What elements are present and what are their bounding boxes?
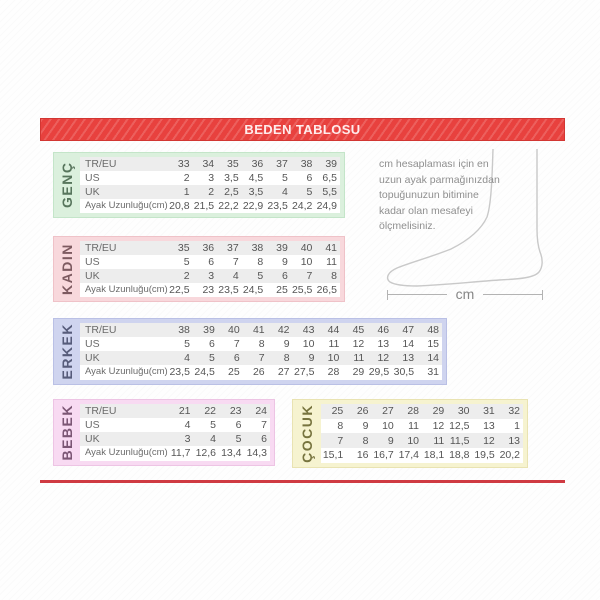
kadin-section-label: KADIN	[59, 243, 75, 295]
size-cell: 5	[184, 338, 190, 351]
size-cell: 2	[183, 172, 190, 184]
size-cell: 2,5	[224, 186, 239, 198]
size-cell: 6	[306, 172, 313, 184]
scale-line	[483, 294, 542, 295]
table-row	[80, 171, 340, 185]
size-cell: 37	[276, 158, 288, 170]
size-cell: 3	[208, 270, 215, 282]
row-header: TR/EU	[85, 242, 117, 254]
size-cell: 5	[235, 433, 242, 446]
size-cell: 12	[432, 420, 445, 433]
size-table-bebek	[53, 399, 275, 466]
instruction-line: topuğunuzun bitimine	[379, 189, 479, 201]
size-cell: 5,5	[322, 186, 337, 198]
size-cell: 22,9	[242, 200, 264, 212]
row-header: Ayak Uzunluğu(cm)	[85, 284, 168, 295]
table-row	[80, 241, 340, 255]
size-cell: 8	[257, 256, 264, 268]
size-table-genc	[53, 152, 345, 218]
size-cell: 36	[202, 242, 215, 254]
size-table-cocuk	[292, 399, 528, 468]
size-cell: 11	[408, 420, 419, 433]
table-row	[321, 404, 523, 419]
size-cell: 43	[302, 324, 315, 337]
size-cell: 38	[251, 242, 264, 254]
size-cell: 5	[210, 419, 216, 432]
size-cell: 6	[281, 270, 288, 282]
size-cell: 7	[337, 434, 344, 447]
size-cell: 7	[233, 338, 240, 351]
instruction-line: kadar olan mesafeyi	[379, 204, 473, 217]
table-row	[80, 185, 340, 199]
row-header: US	[85, 256, 100, 268]
size-cell: 38	[300, 158, 313, 170]
size-cell: 4	[210, 433, 216, 446]
size-cell: 8	[331, 270, 337, 282]
size-cell: 4	[281, 186, 288, 198]
size-cell: 14	[427, 352, 439, 365]
table-row	[80, 199, 340, 213]
instruction-line: cm hesaplaması için en	[379, 158, 489, 170]
size-cell: 2	[208, 186, 215, 198]
cocuk-size-grid	[321, 404, 523, 463]
measurement-instructions-panel	[375, 145, 545, 310]
size-cell: 11	[433, 434, 445, 447]
size-cell: 41	[325, 242, 337, 254]
size-cell: 13,4	[221, 447, 242, 460]
size-cell: 7	[258, 352, 265, 365]
size-cell: 48	[427, 324, 439, 337]
size-cell: 22	[204, 405, 216, 418]
size-cell: 22,2	[218, 200, 239, 212]
scale-line	[388, 294, 447, 295]
size-cell: 26	[252, 366, 265, 379]
table-row	[80, 337, 442, 351]
instruction-line: uzun ayak parmağınızdan	[379, 173, 500, 186]
size-cell: 1	[183, 186, 190, 198]
size-cell: 3,5	[248, 186, 264, 198]
size-cell: 25	[276, 284, 288, 296]
table-row	[80, 283, 340, 297]
size-cell: 6	[233, 352, 240, 365]
size-cell: 35	[177, 242, 190, 254]
size-cell: 24,9	[316, 200, 337, 212]
size-cell: 25	[331, 405, 344, 418]
size-cell: 17,4	[398, 449, 419, 462]
size-cell: 8	[362, 434, 369, 447]
size-cell: 6,5	[322, 172, 337, 184]
size-cell: 30,5	[393, 366, 415, 379]
size-cell: 34	[202, 158, 215, 170]
size-cell: 4	[232, 270, 239, 282]
size-cell: 42	[277, 324, 290, 337]
genc-section-label: GENÇ	[59, 161, 75, 209]
size-cell: 5	[281, 172, 288, 184]
size-cell: 9	[387, 434, 394, 447]
size-cell: 47	[402, 324, 415, 337]
size-cell: 6	[261, 433, 267, 446]
size-cell: 41	[252, 324, 265, 337]
size-cell: 1	[514, 420, 520, 433]
row-header: Ayak Uzunluğu(cm)	[85, 366, 168, 378]
table-row	[80, 432, 270, 446]
row-header: UK	[85, 186, 100, 198]
size-cell: 20,8	[169, 200, 190, 212]
size-cell: 30	[457, 405, 470, 418]
size-cell: 40	[300, 242, 313, 254]
size-cell: 33	[177, 158, 190, 170]
size-cell: 12,6	[195, 447, 216, 460]
size-cell: 14	[402, 338, 415, 351]
size-cell: 20,2	[499, 449, 520, 462]
row-header: TR/EU	[85, 405, 117, 418]
size-cell: 45	[352, 324, 365, 337]
size-cell: 7	[306, 270, 313, 282]
table-row	[80, 157, 340, 171]
size-cell: 6	[208, 256, 215, 268]
size-cell: 10	[407, 434, 419, 447]
size-cell: 23,5	[218, 284, 239, 296]
size-cell: 19,5	[474, 449, 495, 462]
size-cell: 11	[353, 352, 365, 365]
size-cell: 10	[327, 352, 340, 365]
size-cell: 16,7	[373, 449, 394, 462]
size-cell: 7	[232, 256, 239, 268]
row-header: TR/EU	[85, 324, 117, 337]
scale-right-tick	[542, 290, 543, 300]
size-cell: 13	[483, 420, 495, 433]
size-cell: 44	[327, 324, 340, 337]
size-cell: 29,5	[368, 366, 390, 379]
size-cell: 4	[184, 419, 191, 432]
size-cell: 29	[432, 405, 445, 418]
size-cell: 9	[283, 338, 290, 351]
erkek-section-label: ERKEK	[59, 323, 75, 380]
table-row	[80, 255, 340, 269]
size-cell: 31	[483, 405, 495, 418]
size-cell: 13	[508, 434, 520, 447]
size-cell: 25	[228, 366, 240, 379]
table-row	[80, 323, 442, 337]
erkek-size-grid	[80, 323, 442, 380]
size-cell: 18,8	[449, 449, 470, 462]
size-cell: 2	[183, 270, 190, 282]
size-cell: 23	[202, 284, 215, 296]
size-cell: 13	[402, 352, 415, 365]
size-cell: 36	[251, 158, 264, 170]
size-cell: 8	[283, 352, 290, 365]
row-header: TR/EU	[85, 158, 117, 170]
size-cell: 28	[407, 405, 419, 418]
row-header: US	[85, 419, 100, 432]
size-cell: 25,5	[291, 284, 313, 296]
size-cell: 3,5	[224, 172, 239, 184]
table-row	[321, 433, 523, 448]
size-cell: 5	[208, 352, 215, 365]
size-cell: 26	[356, 405, 369, 418]
size-cell: 18,1	[423, 449, 445, 462]
size-table-kadin	[53, 236, 345, 302]
size-cell: 40	[228, 324, 240, 337]
cocuk-section-label: ÇOCUK	[299, 404, 315, 463]
size-cell: 5	[257, 270, 264, 282]
size-cell: 46	[377, 324, 390, 337]
row-header: Ayak Uzunluğu(cm)	[85, 447, 168, 459]
size-cell: 31	[427, 366, 439, 379]
cm-unit-label: cm	[455, 286, 475, 302]
size-cell: 4	[184, 352, 190, 365]
size-cell: 38	[178, 324, 190, 337]
table-row	[80, 446, 270, 460]
instruction-line: ölçmelisiniz.	[379, 220, 436, 232]
table-row	[80, 418, 270, 432]
size-cell: 29	[352, 366, 365, 379]
size-cell: 3	[208, 172, 215, 184]
size-cell: 7	[261, 419, 267, 432]
row-header: UK	[85, 352, 100, 365]
size-cell: 32	[508, 405, 520, 418]
size-cell: 28	[327, 366, 340, 379]
size-cell: 24	[255, 405, 267, 418]
row-header: US	[85, 172, 100, 184]
size-cell: 22,5	[169, 284, 190, 296]
row-header: UK	[85, 270, 100, 282]
size-cell: 9	[281, 256, 288, 268]
size-cell: 14,3	[246, 447, 267, 460]
size-table-erkek	[53, 318, 447, 385]
size-cell: 4,5	[248, 172, 264, 184]
size-cell: 8	[337, 420, 344, 433]
size-cell: 10	[302, 338, 315, 351]
size-cell: 12	[483, 434, 495, 447]
size-cell: 27	[382, 405, 394, 418]
size-cell: 26,5	[316, 284, 337, 296]
size-cell: 15,1	[322, 449, 344, 462]
size-cell: 12,5	[449, 420, 470, 433]
size-cell: 9	[308, 352, 315, 365]
table-row	[321, 419, 523, 434]
size-cell: 11,5	[449, 434, 470, 447]
size-cell: 23,5	[267, 200, 288, 212]
page-title: BEDEN TABLOSU	[244, 122, 361, 137]
size-cell: 5	[183, 256, 190, 268]
bebek-section-label: BEBEK	[59, 404, 75, 461]
size-cell: 24,5	[194, 366, 215, 379]
size-cell: 39	[276, 242, 288, 254]
bottom-red-divider	[40, 480, 565, 483]
table-row	[80, 365, 442, 379]
size-cell: 16	[356, 449, 369, 462]
size-cell: 13	[377, 338, 390, 351]
row-header: UK	[85, 433, 100, 446]
size-cell: 10	[300, 256, 313, 268]
size-cell: 35	[227, 158, 239, 170]
size-cell: 6	[208, 338, 215, 351]
cm-measurement-scale	[387, 286, 543, 302]
size-cell: 3	[184, 433, 191, 446]
table-row	[321, 448, 523, 463]
size-cell: 11,7	[170, 447, 191, 460]
size-cell: 11	[328, 338, 340, 351]
size-cell: 27,5	[294, 366, 315, 379]
size-cell: 12	[352, 338, 365, 351]
size-cell: 8	[258, 338, 265, 351]
measurement-instructions-text	[379, 157, 501, 235]
size-cell: 10	[382, 420, 394, 433]
size-cell: 21,5	[193, 200, 215, 212]
size-cell: 21	[178, 405, 191, 418]
table-row	[80, 351, 442, 365]
kadin-size-grid	[80, 241, 340, 297]
size-cell: 39	[325, 158, 337, 170]
size-cell: 11	[326, 256, 337, 268]
genc-size-grid	[80, 157, 340, 213]
bebek-size-grid	[80, 404, 270, 461]
size-cell: 23,5	[169, 366, 190, 379]
table-row	[80, 269, 340, 283]
size-cell: 24,2	[291, 200, 313, 212]
size-cell: 37	[227, 242, 239, 254]
size-cell: 27	[277, 366, 290, 379]
table-row	[80, 404, 270, 418]
size-cell: 24,5	[242, 284, 264, 296]
size-cell: 5	[306, 186, 313, 198]
size-cell: 39	[203, 324, 215, 337]
size-cell: 15	[427, 338, 439, 351]
size-chart-title-banner	[40, 118, 565, 141]
size-cell: 23	[229, 405, 242, 418]
size-cell: 12	[377, 352, 390, 365]
size-cell: 6	[235, 419, 242, 432]
row-header: Ayak Uzunluğu(cm)	[85, 200, 168, 211]
row-header: US	[85, 338, 100, 351]
size-cell: 9	[362, 420, 369, 433]
